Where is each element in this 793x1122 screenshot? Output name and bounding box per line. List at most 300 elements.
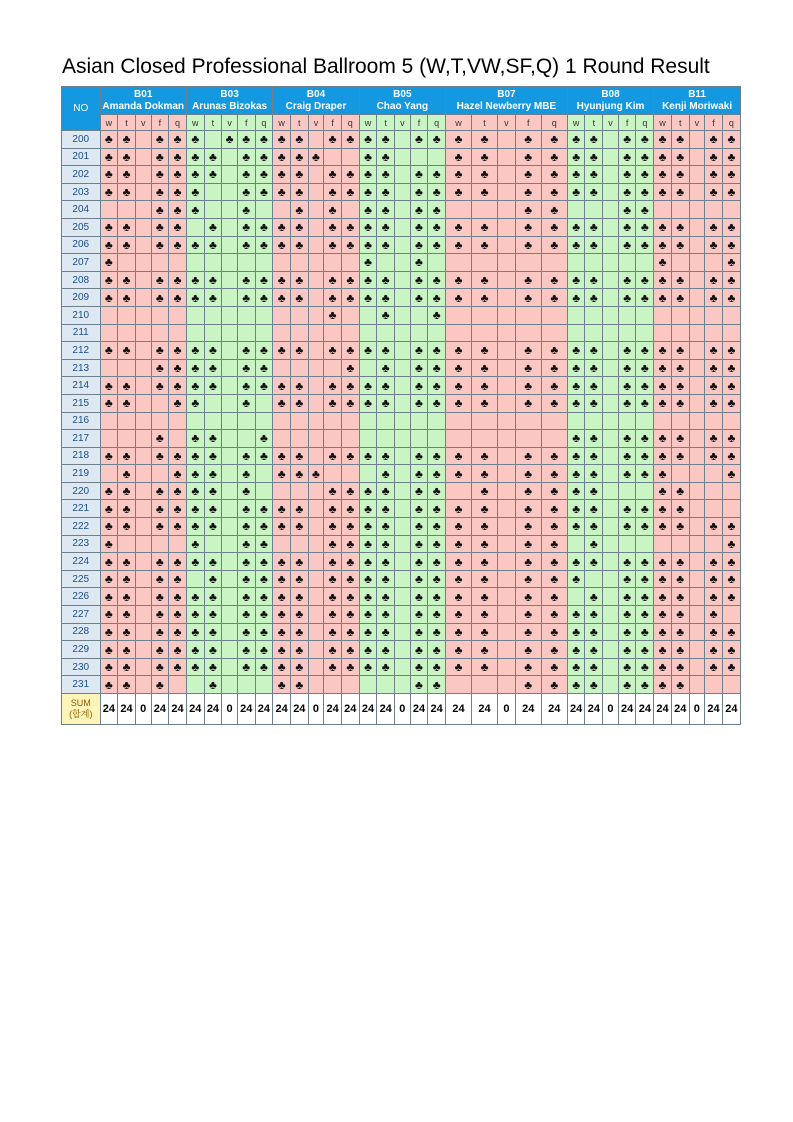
club-mark-icon: ♣	[550, 660, 559, 675]
club-mark-icon: ♣	[122, 343, 131, 358]
club-mark-icon: ♣	[209, 677, 217, 692]
mark-cell	[671, 500, 689, 518]
mark-cell	[515, 289, 541, 307]
club-mark-icon: ♣	[209, 572, 217, 587]
mark-cell	[722, 412, 740, 430]
club-mark-icon: ♣	[295, 572, 304, 587]
club-mark-icon: ♣	[589, 642, 598, 657]
club-mark-icon: ♣	[191, 484, 200, 499]
mark-cell	[308, 447, 324, 465]
club-mark-icon: ♣	[364, 132, 372, 147]
club-mark-icon: ♣	[727, 167, 736, 182]
mark-cell	[135, 641, 151, 659]
mark-cell	[169, 641, 187, 659]
club-mark-icon: ♣	[209, 589, 217, 604]
mark-cell	[118, 218, 136, 236]
mark-cell	[324, 306, 342, 324]
club-mark-icon: ♣	[104, 607, 113, 622]
mark-cell	[689, 676, 705, 694]
judge-header	[654, 87, 741, 115]
mark-cell	[603, 465, 619, 483]
dance-header: w	[186, 115, 204, 131]
judge-header	[273, 87, 359, 115]
club-mark-icon: ♣	[295, 202, 304, 217]
club-mark-icon: ♣	[727, 220, 736, 235]
club-mark-icon: ♣	[432, 185, 441, 200]
mark-cell	[689, 271, 705, 289]
mark-cell	[472, 218, 498, 236]
club-mark-icon: ♣	[259, 519, 268, 534]
mark-cell	[671, 394, 689, 412]
mark-cell	[222, 465, 238, 483]
mark-cell	[618, 148, 636, 166]
club-mark-icon: ♣	[415, 343, 423, 358]
mark-cell	[515, 623, 541, 641]
mark-cell	[324, 570, 342, 588]
club-mark-icon: ♣	[623, 677, 632, 692]
club-mark-icon: ♣	[623, 607, 632, 622]
mark-cell	[290, 342, 308, 360]
mark-cell	[515, 377, 541, 395]
club-mark-icon: ♣	[209, 237, 217, 252]
club-mark-icon: ♣	[104, 519, 113, 534]
club-mark-icon: ♣	[524, 519, 533, 534]
club-mark-icon: ♣	[173, 149, 182, 164]
club-mark-icon: ♣	[328, 589, 337, 604]
club-mark-icon: ♣	[480, 624, 489, 639]
mark-cell	[290, 535, 308, 553]
mark-cell	[671, 606, 689, 624]
mark-cell	[186, 324, 204, 342]
mark-cell	[446, 588, 472, 606]
club-mark-icon: ♣	[242, 448, 251, 463]
mark-cell	[410, 324, 428, 342]
club-mark-icon: ♣	[658, 237, 667, 252]
mark-cell	[308, 570, 324, 588]
club-mark-icon: ♣	[346, 378, 355, 393]
mark-cell	[204, 289, 222, 307]
club-mark-icon: ♣	[623, 132, 632, 147]
mark-cell	[273, 324, 291, 342]
club-mark-icon: ♣	[277, 220, 286, 235]
club-mark-icon: ♣	[727, 572, 736, 587]
club-mark-icon: ♣	[381, 149, 390, 164]
club-mark-icon: ♣	[364, 378, 372, 393]
mark-cell	[395, 183, 411, 201]
table-row	[62, 377, 741, 395]
mark-cell	[100, 641, 118, 659]
club-mark-icon: ♣	[454, 396, 463, 411]
mark-cell	[515, 166, 541, 184]
mark-cell	[273, 658, 291, 676]
mark-cell	[705, 183, 723, 201]
club-mark-icon: ♣	[259, 378, 268, 393]
club-mark-icon: ♣	[259, 237, 268, 252]
club-mark-icon: ♣	[381, 554, 390, 569]
mark-cell	[395, 324, 411, 342]
mark-cell	[689, 412, 705, 430]
mark-cell	[515, 254, 541, 272]
club-mark-icon: ♣	[709, 149, 718, 164]
mark-cell	[100, 166, 118, 184]
mark-cell	[135, 430, 151, 448]
club-mark-icon: ♣	[381, 202, 390, 217]
mark-cell	[472, 447, 498, 465]
club-mark-icon: ♣	[727, 273, 736, 288]
mark-cell	[273, 518, 291, 536]
mark-cell	[341, 623, 359, 641]
club-mark-icon: ♣	[640, 361, 649, 376]
club-mark-icon: ♣	[727, 361, 736, 376]
mark-cell	[636, 553, 654, 571]
club-mark-icon: ♣	[346, 396, 355, 411]
club-mark-icon: ♣	[209, 149, 217, 164]
mark-cell	[705, 588, 723, 606]
club-mark-icon: ♣	[415, 361, 423, 376]
club-mark-icon: ♣	[155, 290, 164, 305]
mark-cell	[151, 271, 169, 289]
dance-header: t	[472, 115, 498, 131]
club-mark-icon: ♣	[480, 484, 489, 499]
mark-cell	[151, 430, 169, 448]
club-mark-icon: ♣	[104, 572, 113, 587]
mark-cell	[324, 553, 342, 571]
mark-cell	[541, 588, 567, 606]
mark-cell	[151, 658, 169, 676]
mark-cell	[410, 394, 428, 412]
mark-cell	[515, 641, 541, 659]
mark-cell	[377, 447, 395, 465]
mark-cell	[498, 535, 516, 553]
mark-cell	[515, 306, 541, 324]
club-mark-icon: ♣	[346, 519, 355, 534]
club-mark-icon: ♣	[589, 149, 598, 164]
mark-cell	[359, 324, 377, 342]
club-mark-icon: ♣	[709, 237, 718, 252]
sum-cell: 24	[341, 694, 359, 725]
mark-cell	[186, 183, 204, 201]
club-mark-icon: ♣	[328, 396, 337, 411]
club-mark-icon: ♣	[259, 431, 268, 446]
mark-cell	[273, 342, 291, 360]
club-mark-icon: ♣	[589, 589, 598, 604]
club-mark-icon: ♣	[295, 448, 304, 463]
mark-cell	[135, 553, 151, 571]
mark-cell	[135, 254, 151, 272]
club-mark-icon: ♣	[415, 378, 423, 393]
club-mark-icon: ♣	[122, 167, 131, 182]
mark-cell	[290, 500, 308, 518]
mark-cell	[186, 148, 204, 166]
mark-cell	[273, 218, 291, 236]
mark-cell	[410, 271, 428, 289]
mark-cell	[204, 641, 222, 659]
club-mark-icon: ♣	[727, 554, 736, 569]
mark-cell	[359, 465, 377, 483]
club-mark-icon: ♣	[173, 466, 182, 481]
club-mark-icon: ♣	[346, 361, 355, 376]
club-mark-icon: ♣	[432, 484, 441, 499]
mark-cell	[308, 500, 324, 518]
club-mark-icon: ♣	[589, 607, 598, 622]
mark-cell	[498, 588, 516, 606]
mark-cell	[428, 131, 446, 149]
mark-cell	[541, 482, 567, 500]
mark-cell	[689, 658, 705, 676]
mark-cell	[135, 377, 151, 395]
mark-cell	[689, 306, 705, 324]
club-mark-icon: ♣	[242, 220, 251, 235]
mark-cell	[222, 342, 238, 360]
mark-cell	[446, 658, 472, 676]
mark-cell	[671, 570, 689, 588]
mark-cell	[377, 377, 395, 395]
mark-cell	[541, 518, 567, 536]
mark-cell	[118, 606, 136, 624]
mark-cell	[472, 553, 498, 571]
sum-cell: 0	[603, 694, 619, 725]
club-mark-icon: ♣	[415, 660, 423, 675]
mark-cell	[359, 623, 377, 641]
mark-cell	[100, 289, 118, 307]
club-mark-icon: ♣	[589, 677, 598, 692]
club-mark-icon: ♣	[259, 361, 268, 376]
mark-cell	[395, 553, 411, 571]
club-mark-icon: ♣	[572, 519, 581, 534]
mark-cell	[446, 623, 472, 641]
club-mark-icon: ♣	[191, 202, 200, 217]
club-mark-icon: ♣	[640, 572, 649, 587]
club-mark-icon: ♣	[658, 448, 667, 463]
mark-cell	[255, 676, 273, 694]
mark-cell	[324, 465, 342, 483]
mark-cell	[515, 394, 541, 412]
mark-cell	[603, 623, 619, 641]
sum-cell: 24	[585, 694, 603, 725]
mark-cell	[654, 394, 672, 412]
mark-cell	[410, 482, 428, 500]
club-mark-icon: ♣	[242, 519, 251, 534]
mark-cell	[237, 306, 255, 324]
sum-cell: 24	[636, 694, 654, 725]
club-mark-icon: ♣	[259, 290, 268, 305]
mark-cell	[498, 236, 516, 254]
club-mark-icon: ♣	[432, 308, 441, 323]
judge-header	[100, 87, 186, 115]
mark-cell	[515, 148, 541, 166]
mark-cell	[341, 606, 359, 624]
mark-cell	[100, 482, 118, 500]
table-row	[62, 394, 741, 412]
mark-cell	[410, 553, 428, 571]
mark-cell	[410, 676, 428, 694]
club-mark-icon: ♣	[381, 273, 390, 288]
dance-header: q	[341, 115, 359, 131]
mark-cell	[237, 377, 255, 395]
club-mark-icon: ♣	[623, 237, 632, 252]
club-mark-icon: ♣	[640, 589, 649, 604]
mark-cell	[222, 166, 238, 184]
mark-cell	[654, 166, 672, 184]
club-mark-icon: ♣	[346, 554, 355, 569]
mark-cell	[689, 623, 705, 641]
mark-cell	[255, 570, 273, 588]
club-mark-icon: ♣	[209, 167, 217, 182]
club-mark-icon: ♣	[676, 660, 685, 675]
club-mark-icon: ♣	[415, 448, 423, 463]
mark-cell	[689, 131, 705, 149]
mark-cell	[135, 324, 151, 342]
mark-cell	[585, 518, 603, 536]
mark-cell	[359, 518, 377, 536]
mark-cell	[255, 377, 273, 395]
mark-cell	[324, 394, 342, 412]
club-mark-icon: ♣	[727, 519, 736, 534]
club-mark-icon: ♣	[550, 202, 559, 217]
club-mark-icon: ♣	[242, 466, 251, 481]
mark-cell	[722, 676, 740, 694]
club-mark-icon: ♣	[346, 273, 355, 288]
mark-cell	[255, 518, 273, 536]
club-mark-icon: ♣	[155, 607, 164, 622]
mark-cell	[204, 606, 222, 624]
mark-cell	[255, 183, 273, 201]
club-mark-icon: ♣	[432, 378, 441, 393]
mark-cell	[135, 183, 151, 201]
mark-cell	[618, 658, 636, 676]
club-mark-icon: ♣	[727, 660, 736, 675]
mark-cell	[689, 394, 705, 412]
club-mark-icon: ♣	[155, 149, 164, 164]
mark-cell	[603, 500, 619, 518]
club-mark-icon: ♣	[572, 484, 581, 499]
mark-cell	[377, 306, 395, 324]
club-mark-icon: ♣	[173, 554, 182, 569]
mark-cell	[567, 588, 585, 606]
club-mark-icon: ♣	[454, 448, 463, 463]
club-mark-icon: ♣	[328, 202, 337, 217]
mark-cell	[654, 131, 672, 149]
mark-cell	[541, 623, 567, 641]
mark-cell	[118, 201, 136, 219]
club-mark-icon: ♣	[480, 273, 489, 288]
mark-cell	[671, 218, 689, 236]
club-mark-icon: ♣	[550, 185, 559, 200]
mark-cell	[428, 377, 446, 395]
club-mark-icon: ♣	[432, 589, 441, 604]
mark-cell	[618, 166, 636, 184]
mark-cell	[290, 289, 308, 307]
sum-cell: 24	[472, 694, 498, 725]
club-mark-icon: ♣	[277, 378, 286, 393]
mark-cell	[222, 658, 238, 676]
club-mark-icon: ♣	[242, 273, 251, 288]
mark-cell	[237, 183, 255, 201]
mark-cell	[472, 394, 498, 412]
club-mark-icon: ♣	[432, 624, 441, 639]
mark-cell	[308, 218, 324, 236]
mark-cell	[603, 289, 619, 307]
mark-cell	[169, 306, 187, 324]
mark-cell	[377, 588, 395, 606]
club-mark-icon: ♣	[295, 167, 304, 182]
mark-cell	[472, 412, 498, 430]
club-mark-icon: ♣	[191, 519, 200, 534]
mark-cell	[472, 535, 498, 553]
mark-cell	[204, 218, 222, 236]
club-mark-icon: ♣	[259, 607, 268, 622]
mark-cell	[324, 412, 342, 430]
mark-cell	[255, 306, 273, 324]
mark-cell	[618, 465, 636, 483]
mark-cell	[151, 324, 169, 342]
mark-cell	[671, 166, 689, 184]
mark-cell	[169, 201, 187, 219]
club-mark-icon: ♣	[709, 396, 718, 411]
club-mark-icon: ♣	[191, 167, 200, 182]
club-mark-icon: ♣	[709, 290, 718, 305]
club-mark-icon: ♣	[381, 466, 390, 481]
club-mark-icon: ♣	[550, 501, 559, 516]
club-mark-icon: ♣	[104, 167, 113, 182]
mark-cell	[395, 535, 411, 553]
mark-cell	[377, 465, 395, 483]
couple-number: 202	[62, 166, 101, 184]
club-mark-icon: ♣	[432, 167, 441, 182]
mark-cell	[618, 430, 636, 448]
mark-cell	[169, 271, 187, 289]
mark-cell	[472, 342, 498, 360]
club-mark-icon: ♣	[589, 273, 598, 288]
club-mark-icon: ♣	[524, 677, 533, 692]
mark-cell	[567, 606, 585, 624]
mark-cell	[100, 518, 118, 536]
mark-cell	[446, 430, 472, 448]
mark-cell	[169, 377, 187, 395]
mark-cell	[541, 201, 567, 219]
club-mark-icon: ♣	[640, 149, 649, 164]
club-mark-icon: ♣	[381, 343, 390, 358]
mark-cell	[100, 183, 118, 201]
judge-name: Amanda Dokman	[102, 100, 185, 112]
club-mark-icon: ♣	[572, 624, 581, 639]
mark-cell	[671, 342, 689, 360]
club-mark-icon: ♣	[173, 607, 182, 622]
club-mark-icon: ♣	[550, 220, 559, 235]
mark-cell	[204, 623, 222, 641]
club-mark-icon: ♣	[104, 554, 113, 569]
mark-cell	[100, 447, 118, 465]
club-mark-icon: ♣	[550, 167, 559, 182]
club-mark-icon: ♣	[209, 220, 217, 235]
club-mark-icon: ♣	[364, 396, 372, 411]
club-mark-icon: ♣	[259, 624, 268, 639]
mark-cell	[395, 623, 411, 641]
mark-cell	[636, 641, 654, 659]
mark-cell	[515, 570, 541, 588]
mark-cell	[515, 183, 541, 201]
club-mark-icon: ♣	[191, 554, 200, 569]
couple-number: 220	[62, 482, 101, 500]
mark-cell	[341, 324, 359, 342]
mark-cell	[567, 500, 585, 518]
table-row	[62, 183, 741, 201]
mark-cell	[541, 377, 567, 395]
sum-cell: 24	[722, 694, 740, 725]
dance-header: v	[135, 115, 151, 131]
club-mark-icon: ♣	[381, 572, 390, 587]
club-mark-icon: ♣	[623, 431, 632, 446]
